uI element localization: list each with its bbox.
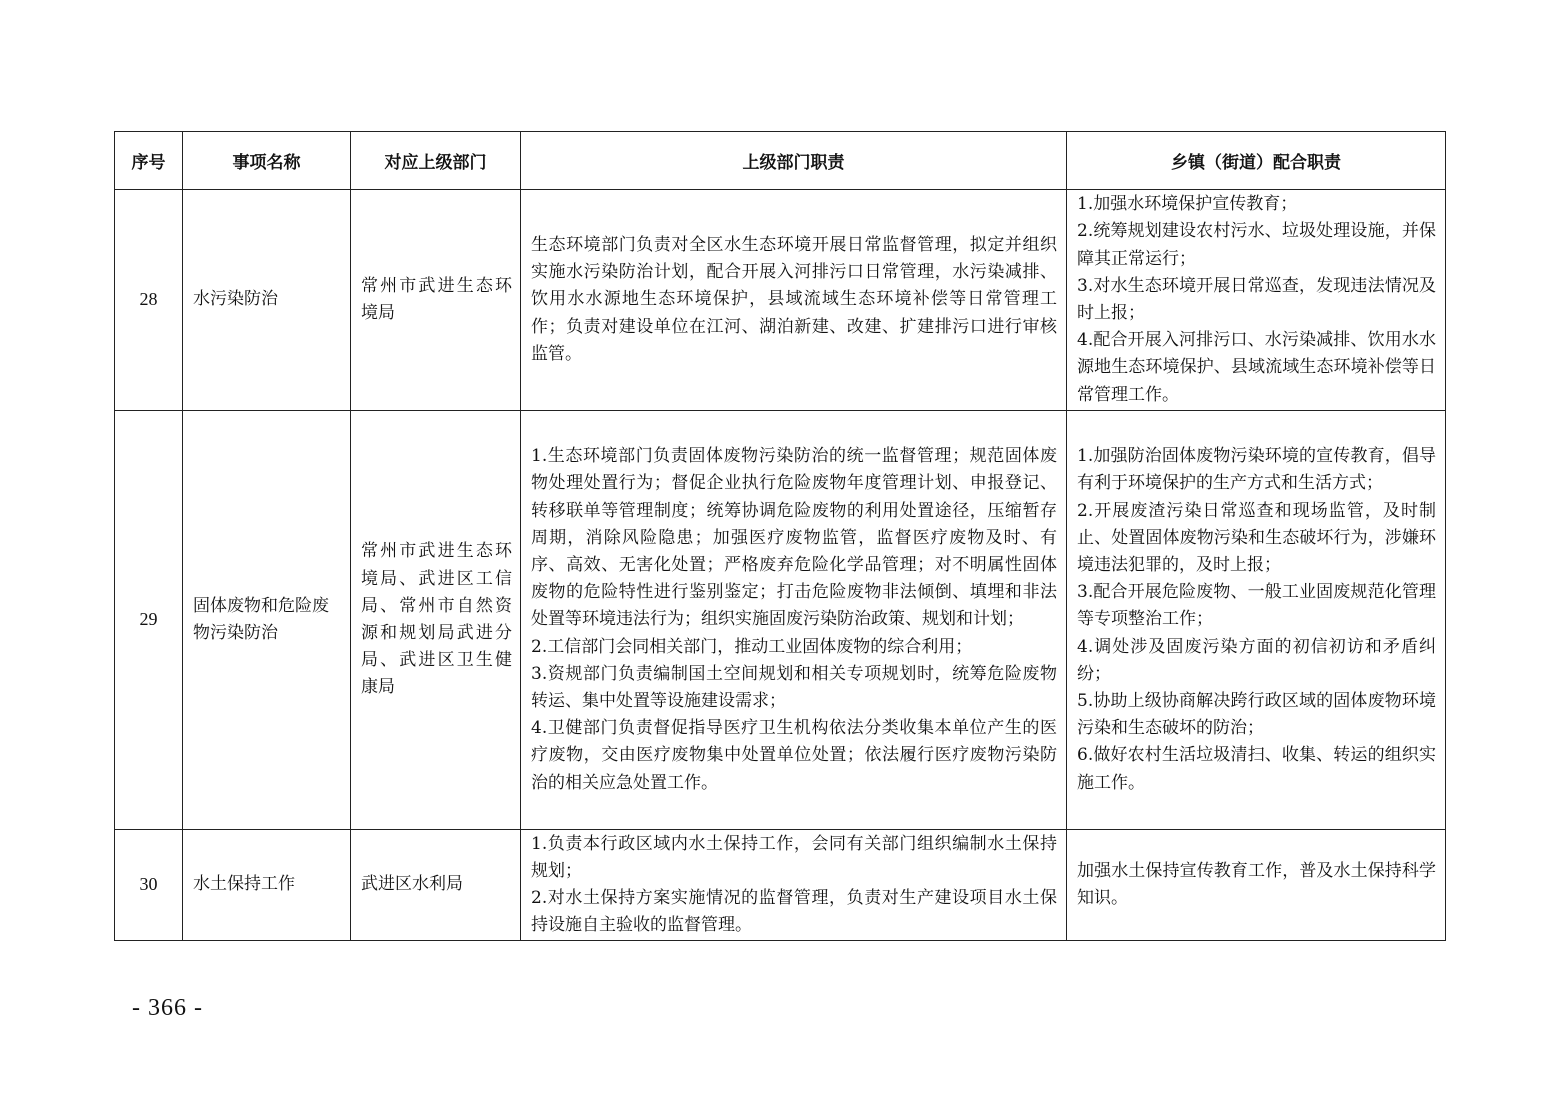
header-name: 事项名称 <box>183 132 351 190</box>
upper-duty-item: 1.生态环境部门负责固体废物污染防治的统一监督管理；规范固体废物处理处置行为；督促企业执行危险废物年度管理计划、申报登记、转移联单等管理制度；统筹协调危险废物的利用处置途径，压缩暂存周期，消除风险隐患；加强医疗废物监管，监督医疗废物及时、有序、高效、无害化处置；严格废弃危险化学品管理；对不明属性固体废物的危险特性进行鉴别鉴定；打击危险废物非法倾倒、填埋和非法处置等环境违法行为；组织实施固废污染防治政策、规划和计划； <box>531 446 1057 630</box>
town-duty-item: 1.加强防治固体废物污染环境的宣传教育，倡导有利于环境保护的生产方式和生活方式； <box>1077 446 1436 494</box>
dept-text: 常州市武进生态环境局、武进区工信局、常州市自然资源和规划局武进分局、武进区卫生健康局 <box>361 541 512 698</box>
item-name: 固体废物和危险废物污染防治 <box>183 411 351 830</box>
header-town: 乡镇（街道）配合职责 <box>1067 132 1446 190</box>
town-duty-item: 3.配合开展危险废物、一般工业固废规范化管理等专项整治工作； <box>1077 582 1436 630</box>
upper-duties <box>521 411 1067 830</box>
page-number: - 366 - <box>132 995 203 1021</box>
row-num: 28 <box>115 190 183 411</box>
town-duty-item: 2.统筹规划建设农村污水、垃圾处理设施，并保障其正常运行； <box>1077 221 1436 269</box>
table-row <box>115 411 1446 830</box>
dept-name <box>351 411 521 830</box>
item-name: 水土保持工作 <box>183 830 351 941</box>
responsibility-table <box>114 131 1446 941</box>
item-name: 水污染防治 <box>183 190 351 411</box>
upper-duty-item: 1.负责本行政区域内水土保持工作，会同有关部门组织编制水土保持规划； <box>531 833 1057 881</box>
upper-duties <box>521 830 1067 941</box>
town-duties <box>1067 830 1446 941</box>
upper-duty-item: 3.资规部门负责编制国土空间规划和相关专项规划时，统筹危险废物转运、集中处置等设施建设需求； <box>531 663 1057 711</box>
upper-duty-item: 生态环境部门负责对全区水生态环境开展日常监督管理，拟定并组织实施水污染防治计划，配合开展入河排污口日常管理，水污染减排、饮用水水源地生态环境保护，县域流域生态环境补偿等日常管理工作；负责对建设单位在江河、湖泊新建、改建、扩建排污口进行审核监管。 <box>531 234 1057 364</box>
row-num: 29 <box>115 411 183 830</box>
header-row <box>115 132 1446 190</box>
header-dept: 对应上级部门 <box>351 132 521 190</box>
table-row <box>115 830 1446 941</box>
town-duty-item: 1.加强水环境保护宣传教育； <box>1077 194 1298 215</box>
town-duty-item: 加强水土保持宣传教育工作，普及水土保持科学知识。 <box>1077 860 1436 908</box>
upper-duty-item: 2.工信部门会同相关部门，推动工业固体废物的综合利用； <box>531 636 973 657</box>
header-upper: 上级部门职责 <box>521 132 1067 190</box>
town-duty-item: 6.做好农村生活垃圾清扫、收集、转运的组织实施工作。 <box>1077 745 1436 793</box>
town-duty-item: 4.调处涉及固废污染方面的初信初访和矛盾纠纷； <box>1077 636 1436 684</box>
dept-text: 常州市武进生态环境局 <box>361 275 512 323</box>
dept-name <box>351 190 521 411</box>
upper-duties <box>521 190 1067 411</box>
town-duties <box>1067 411 1446 830</box>
town-duty-item: 4.配合开展入河排污口、水污染减排、饮用水水源地生态环境保护、县域流域生态环境补偿等日常管理工作。 <box>1077 330 1436 405</box>
town-duties <box>1067 190 1446 411</box>
town-duty-item: 2.开展废渣污染日常巡查和现场监管，及时制止、处置固体废物污染和生态破坏行为，涉嫌环境违法犯罪的，及时上报； <box>1077 500 1436 575</box>
header-num: 序号 <box>115 132 183 190</box>
upper-duty-item: 2.对水土保持方案实施情况的监督管理，负责对生产建设项目水土保持设施自主验收的监督管理。 <box>531 888 1057 936</box>
upper-duty-item: 4.卫健部门负责督促指导医疗卫生机构依法分类收集本单位产生的医疗废物，交由医疗废物集中处置单位处置；依法履行医疗废物污染防治的相关应急处置工作。 <box>531 718 1057 793</box>
town-duty-item: 3.对水生态环境开展日常巡查，发现违法情况及时上报； <box>1077 275 1436 323</box>
dept-name <box>351 830 521 941</box>
row-num: 30 <box>115 830 183 941</box>
town-duty-item: 5.协助上级协商解决跨行政区域的固体废物环境污染和生态破坏的防治； <box>1077 691 1436 739</box>
table-row <box>115 190 1446 411</box>
dept-text: 武进区水利局 <box>361 874 463 895</box>
